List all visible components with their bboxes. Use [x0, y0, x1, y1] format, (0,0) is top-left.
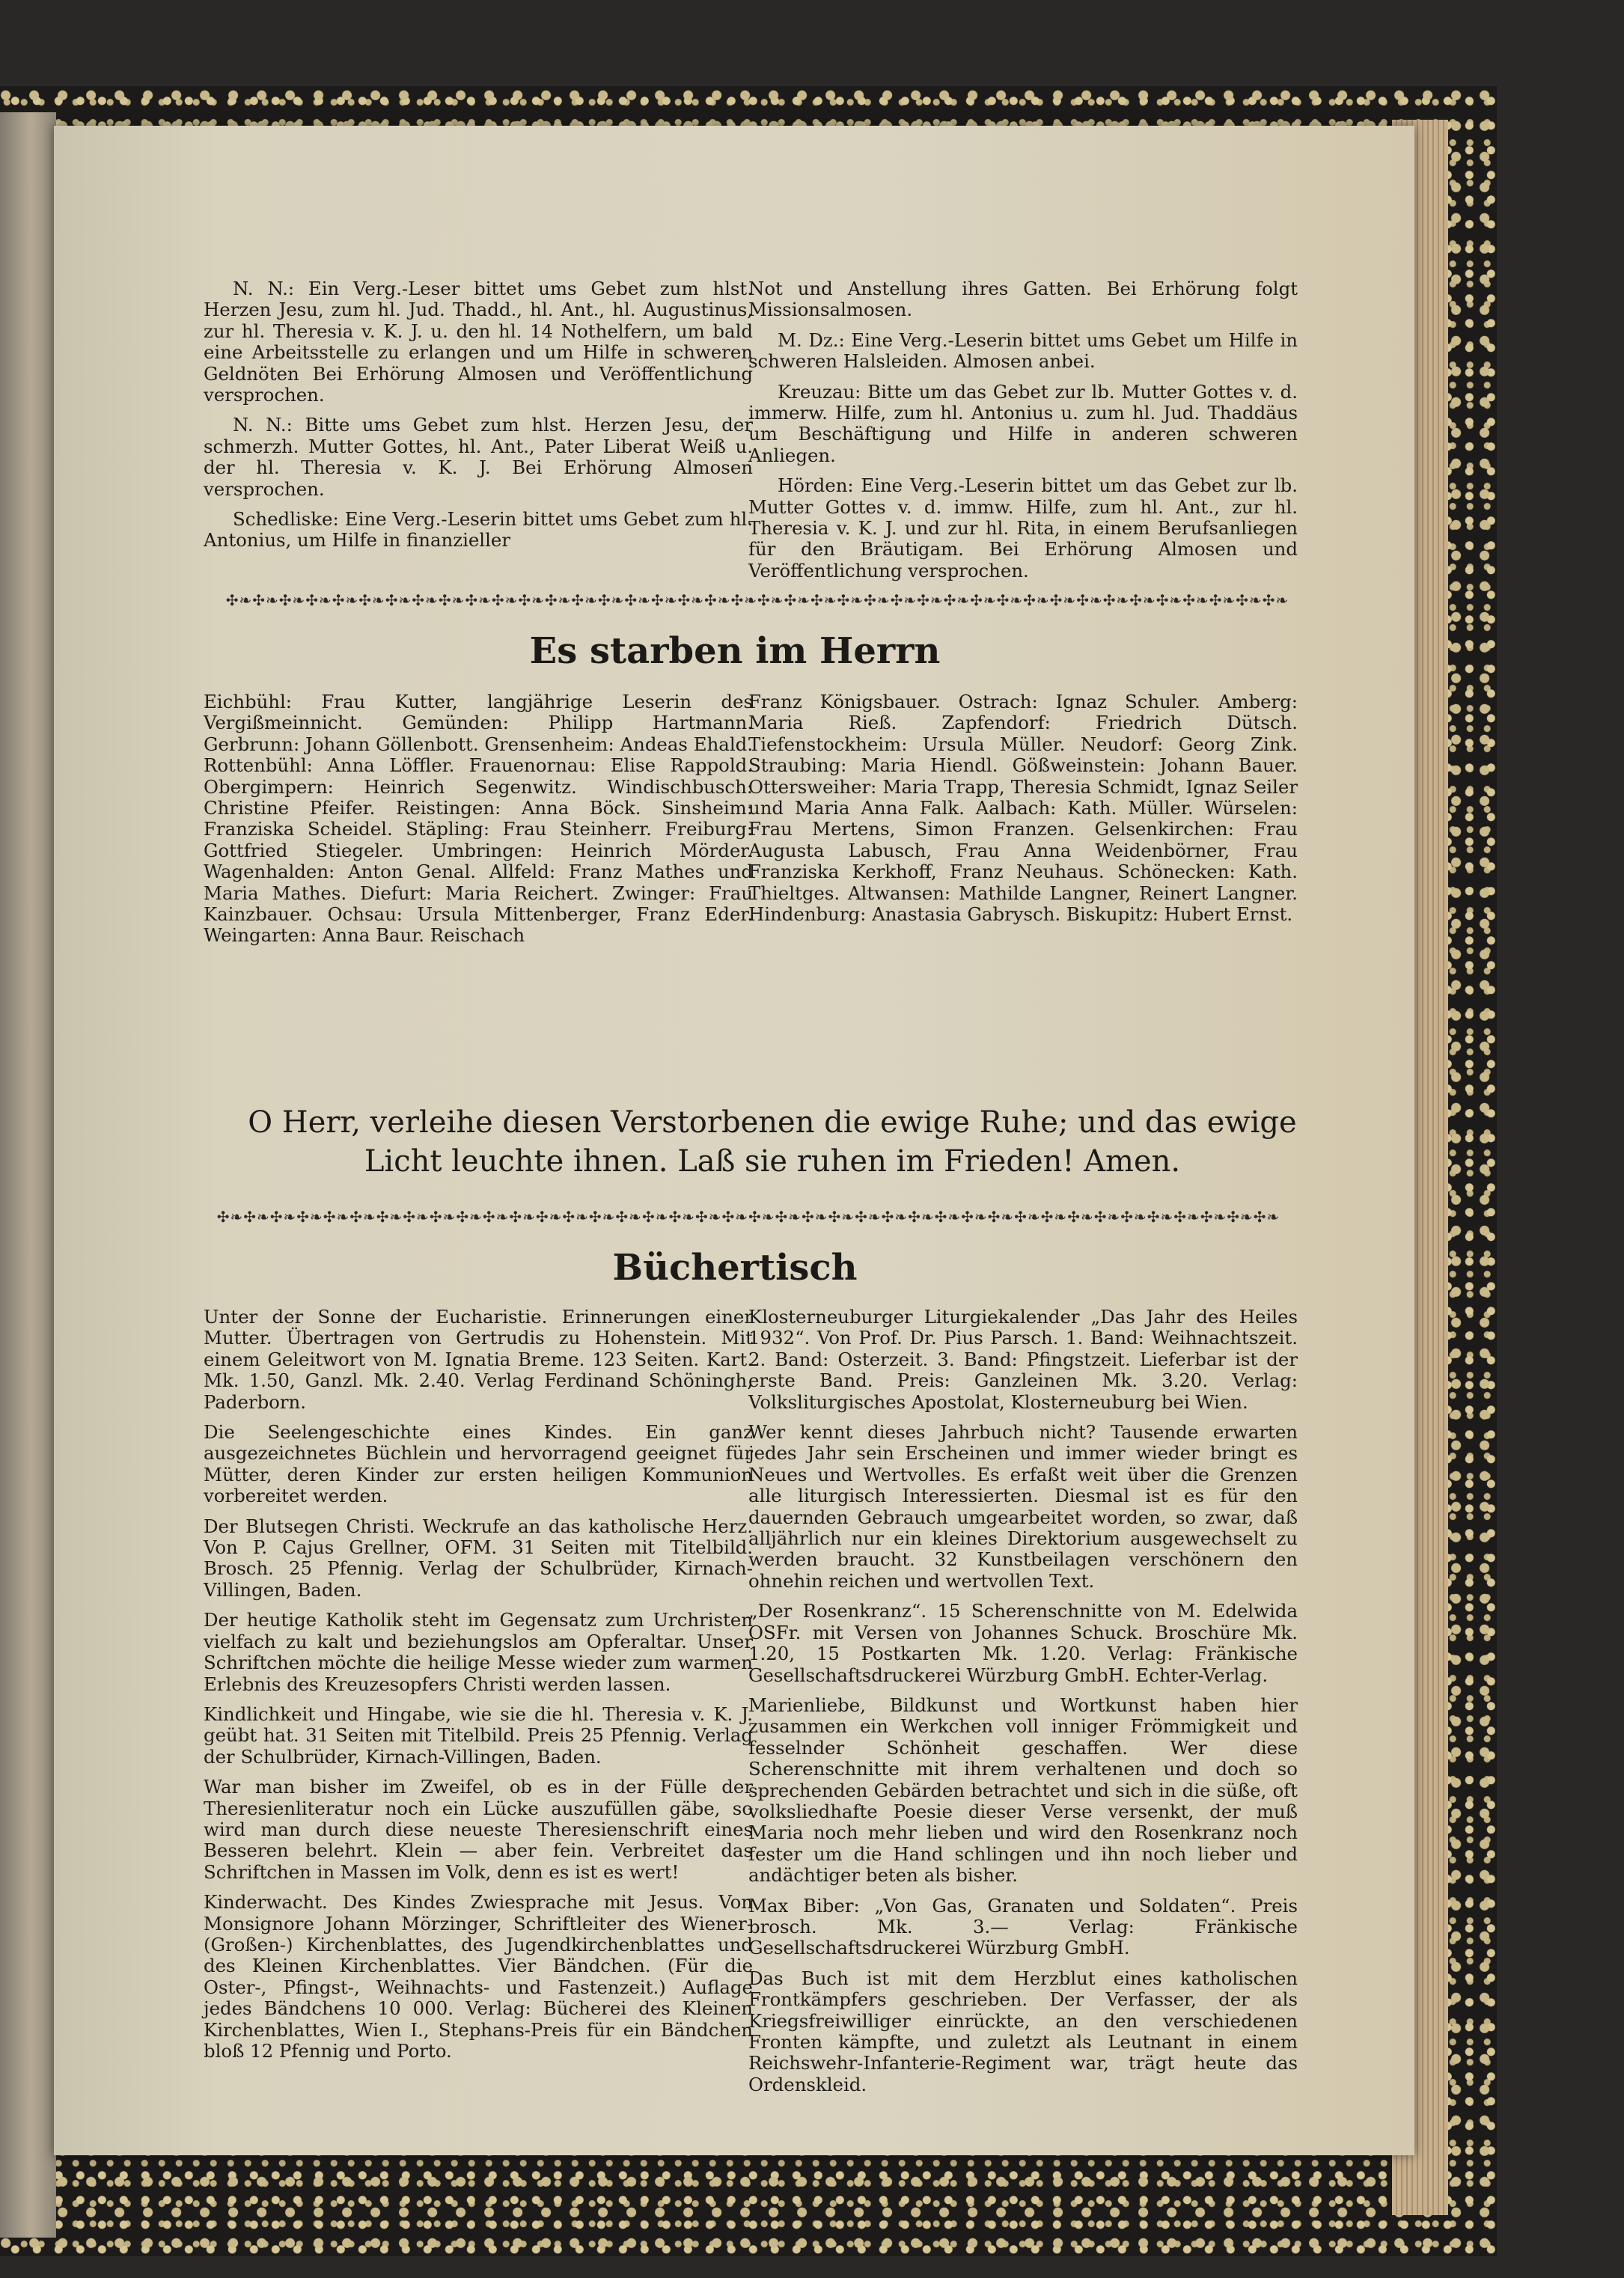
ornamental-divider: ✣❧✣❧✣❧✣❧✣❧✣❧✣❧✣❧✣❧✣❧✣❧✣❧✣❧✣❧✣❧✣❧✣❧✣❧✣❧✣❧✣❧✣❧✣❧✣❧✣❧✣❧✣❧✣❧✣❧✣❧✣❧✣❧✣❧✣❧✣❧✣❧✣❧✣❧✣❧✣❧ — [216, 1209, 1280, 1224]
book-entry: Kindlichkeit und Hingabe, wie sie die hl. Theresia v. K. J. geübt hat. 31 Seiten mit Titelbild. Preis 25 Pfennig. Verlag der Schulbrüder, Kirnach-Villingen, Baden. — [204, 1703, 753, 1768]
requiem-prayer: O Herr, verleihe diesen Verstorbenen die ewige Ruhe; und das ewige Licht leuchte ihnen. Laß sie ruhen im Frieden! Amen. — [248, 1105, 1297, 1179]
book-review: War man bisher im Zweifel, ob es in der Fülle der Theresienliteratur noch ein Lücke auszufüllen gäbe, so wird man durch diese neueste Theresienschrift eines Besseren belehrt. Klein — aber fein. Verbreitet das Schriftchen in Massen im Volk, denn es ist es wert! — [204, 1776, 753, 1883]
book-review: Die Seelengeschichte eines Kindes. Ein ganz ausgezeichnetes Büchlein und hervorragend geeignet für Mütter, deren Kinder zur ersten heiligen Kommunion vorbereitet werden. — [204, 1421, 753, 1507]
books-left-column — [204, 1307, 753, 2071]
intentions-left-column — [204, 278, 753, 561]
deceased-list: Franz Königsbauer. Ostrach: Ignaz Schuler. Amberg: Maria Rieß. Zapfendorf: Friedrich Dütsch. Tiefenstockheim: Ursula Müller. Neudorf: Georg Zink. Straubing: Maria Hiendl. Gößweinstein: Johann Bauer. Ottersweiher: Maria Trapp, Theresia Schmidt, Ignaz Seiler und Maria Anna Falk. Aalbach: Kath. Müller. Würselen: Frau Mertens, Simon Franzen. Gelsenkirchen: Frau Augusta Labusch, Frau Anna Weidenbörner, Frau Franziska Kerkhoff, Franz Neuhaus. Schönecken: Kath. Thieltges. Altwansen: Mathilde Langner, Reinert Langner. Hindenburg: Anastasia Gabrysch. Biskupitz: Hubert Ernst. — [748, 691, 1298, 926]
section-heading-deceased: Es starben im Herrn — [529, 630, 941, 672]
ornamental-divider: ✣❧✣❧✣❧✣❧✣❧✣❧✣❧✣❧✣❧✣❧✣❧✣❧✣❧✣❧✣❧✣❧✣❧✣❧✣❧✣❧✣❧✣❧✣❧✣❧✣❧✣❧✣❧✣❧✣❧✣❧✣❧✣❧✣❧✣❧✣❧✣❧✣❧✣❧✣❧✣❧ — [225, 593, 1289, 608]
deceased-list: Eichbühl: Frau Kutter, langjährige Leserin des Vergißmeinnicht. Gemünden: Philipp Hartmann. Gerbrunn: Johann Göllenbott. Grensenheim: Andeas Ehald. Rottenbühl: Anna Löffler. Frauenornau: Elise Rappold. Obergimpern: Heinrich Segenwitz. Windischbusch: Christine Pfeifer. Reistingen: Anna Böck. Sinsheim: Franziska Scheidel. Stäpling: Frau Steinherr. Freiburg: Gottfried Stiegeler. Umbringen: Heinrich Mörder. Wagenhalden: Anton Genal. Allfeld: Franz Mathes und Maria Mathes. Diefurt: Maria Reichert. Zwinger: Frau Kainzbauer. Ochsau: Ursula Mittenberger, Franz Eder. Weingarten: Anna Baur. Reischach — [204, 691, 753, 947]
intention-paragraph: M. Dz.: Eine Verg.-Leserin bittet ums Gebet um Hilfe in schweren Halsleiden. Almosen anbei. — [748, 329, 1298, 373]
intention-paragraph: Hörden: Eine Verg.-Leserin bittet um das Gebet zur lb. Mutter Gottes v. d. immw. Hilfe, zum hl. Ant., zur hl. Theresia v. K. J. und zur hl. Rita, in einem Berufsanliegen für den Bräutigam. Bei Erhörung Almosen und Veröffentlichung versprochen. — [748, 474, 1298, 581]
book-review: Der heutige Katholik steht im Gegensatz zum Urchristen vielfach zu kalt und beziehungslos am Opferaltar. Unser Schriftchen möchte die heilige Messe wieder zum warmen Erlebnis des Kreuzesopfers Christi werden lassen. — [204, 1609, 753, 1695]
book-review: Marienliebe, Bildkunst und Wortkunst haben hier zusammen ein Werkchen voll inniger Frömmigkeit und fesselnder Schönheit geschaffen. Wer diese Scherenschnitte mit ihrem verhaltenen und doch so sprechenden Gebärden betrachtet und sich in die süße, oft volksliedhafte Poesie dieser Verse versenkt, der muß Maria noch mehr lieben und wird den Rosenkranz noch fester um die Hand schlingen und ihn noch lieber und andächtiger beten als bisher. — [748, 1694, 1298, 1887]
intention-paragraph: Kreuzau: Bitte um das Gebet zur lb. Mutter Gottes v. d. immerw. Hilfe, zum hl. Antonius u. zum hl. Jud. Thaddäus um Beschäftigung und Hilfe in anderen schweren Anliegen. — [748, 380, 1298, 466]
intentions-right-column — [748, 278, 1298, 590]
intention-paragraph: N. N.: Bitte ums Gebet zum hlst. Herzen Jesu, der schmerzh. Mutter Gottes, hl. Ant., Pater Liberat Weiß u. der hl. Theresia v. K. J. Bei Erhörung Almosen versprochen. — [204, 414, 753, 500]
facing-page-edge — [0, 112, 56, 2238]
book-entry: Max Biber: „Von Gas, Granaten und Soldaten“. Preis brosch. Mk. 3.— Verlag: Fränkische Gesellschaftsdruckerei Würzburg GmbH. — [748, 1894, 1298, 1959]
book-entry: „Der Rosenkranz“. 15 Scherenschnitte von M. Edelwida OSFr. mit Versen von Johannes Schuck. Broschüre Mk. 1.20, 15 Postkarten Mk. 1.20. Verlag: Fränkische Gesellschaftsdruckerei Würzburg GmbH. Echter-Verlag. — [748, 1600, 1298, 1686]
book-entry: Kinderwacht. Des Kindes Zwiesprache mit Jesus. Von Monsignore Johann Mörzinger, Schriftleiter des Wiener-(Großen-) Kirchenblattes, des Jugendkirchenblattes und des Kleinen Kirchenblattes. Vier Bändchen. (Für die Oster-, Pfingst-, Weihnachts- und Fastenzeit.) Auflage jedes Bändchens 10 000. Verlag: Bücherei des Kleinen Kirchenblattes, Wien I., Stephans-Preis für ein Bändchen bloß 12 Pfennig und Porto. — [204, 1891, 753, 2062]
book-entry: Unter der Sonne der Eucharistie. Erinnerungen einer Mutter. Übertragen von Gertrudis zu Hohenstein. Mit einem Geleitwort von M. Ignatia Breme. 123 Seiten. Kart. Mk. 1.50, Ganzl. Mk. 2.40. Verlag Ferdinand Schöningh, Paderborn. — [204, 1306, 753, 1413]
section-heading-books: Büchertisch — [612, 1247, 858, 1289]
book-review: Das Buch ist mit dem Herzblut eines katholischen Frontkämpfers geschrieben. Der Verfasser, der als Kriegsfreiwilliger einrückte, an den verschiedenen Fronten kämpfte, und zuletzt als Leutnant in einem Reichswehr-Infanterie-Regiment war, trägt heute das Ordenskleid. — [748, 1967, 1298, 2095]
deceased-left-column — [204, 691, 753, 956]
deceased-right-column — [748, 691, 1298, 934]
book-review: Wer kennt dieses Jahrbuch nicht? Tausende erwarten jedes Jahr sein Erscheinen und immer wieder bringt es Neues und Wertvolles. Es erfaßt weit über die Grenzen alle liturgisch Interessierten. Diesmal ist es für den dauernden Gebrauch umgearbeitet worden, so zwar, daß alljährlich nur ein kleines Direktorium ausgewechselt zu werden braucht. 32 Kunstbeilagen verschönern den ohnehin reichen und wertvollen Text. — [748, 1421, 1298, 1592]
intention-paragraph: Schedliske: Eine Verg.-Leserin bittet ums Gebet zum hl. Antonius, um Hilfe in finanzieller — [204, 508, 753, 552]
books-right-column — [748, 1307, 1298, 2104]
book-entry: Klosterneuburger Liturgiekalender „Das Jahr des Heiles 1932“. Von Prof. Dr. Pius Parsch. 1. Band: Weihnachtszeit. 2. Band: Osterzeit. 3. Band: Pfingstzeit. Lieferbar ist der erste Band. Preis: Ganzleinen Mk. 3.20. Verlag: Volksliturgisches Apostolat, Klosterneuburg bei Wien. — [748, 1306, 1298, 1413]
intention-paragraph: N. N.: Ein Verg.-Leser bittet ums Gebet zum hlst. Herzen Jesu, zum hl. Jud. Thadd., hl. Ant., hl. Augustinus, zur hl. Theresia v. K. J. u. den hl. 14 Nothelfern, um bald eine Arbeitsstelle zu erlangen und um Hilfe in schweren Geldnöten Bei Erhörung Almosen und Veröffentlichung versprochen. — [204, 278, 753, 406]
document-page — [54, 126, 1414, 2155]
book-entry: Der Blutsegen Christi. Weckrufe an das katholische Herz. Von P. Cajus Grellner, OFM. 31 Seiten mit Titelbild. Brosch. 25 Pfennig. Verlag der Schulbrüder, Kirnach-Villingen, Baden. — [204, 1515, 753, 1601]
intention-paragraph: Not und Anstellung ihres Gatten. Bei Erhörung folgt Missionsalmosen. — [748, 278, 1298, 321]
